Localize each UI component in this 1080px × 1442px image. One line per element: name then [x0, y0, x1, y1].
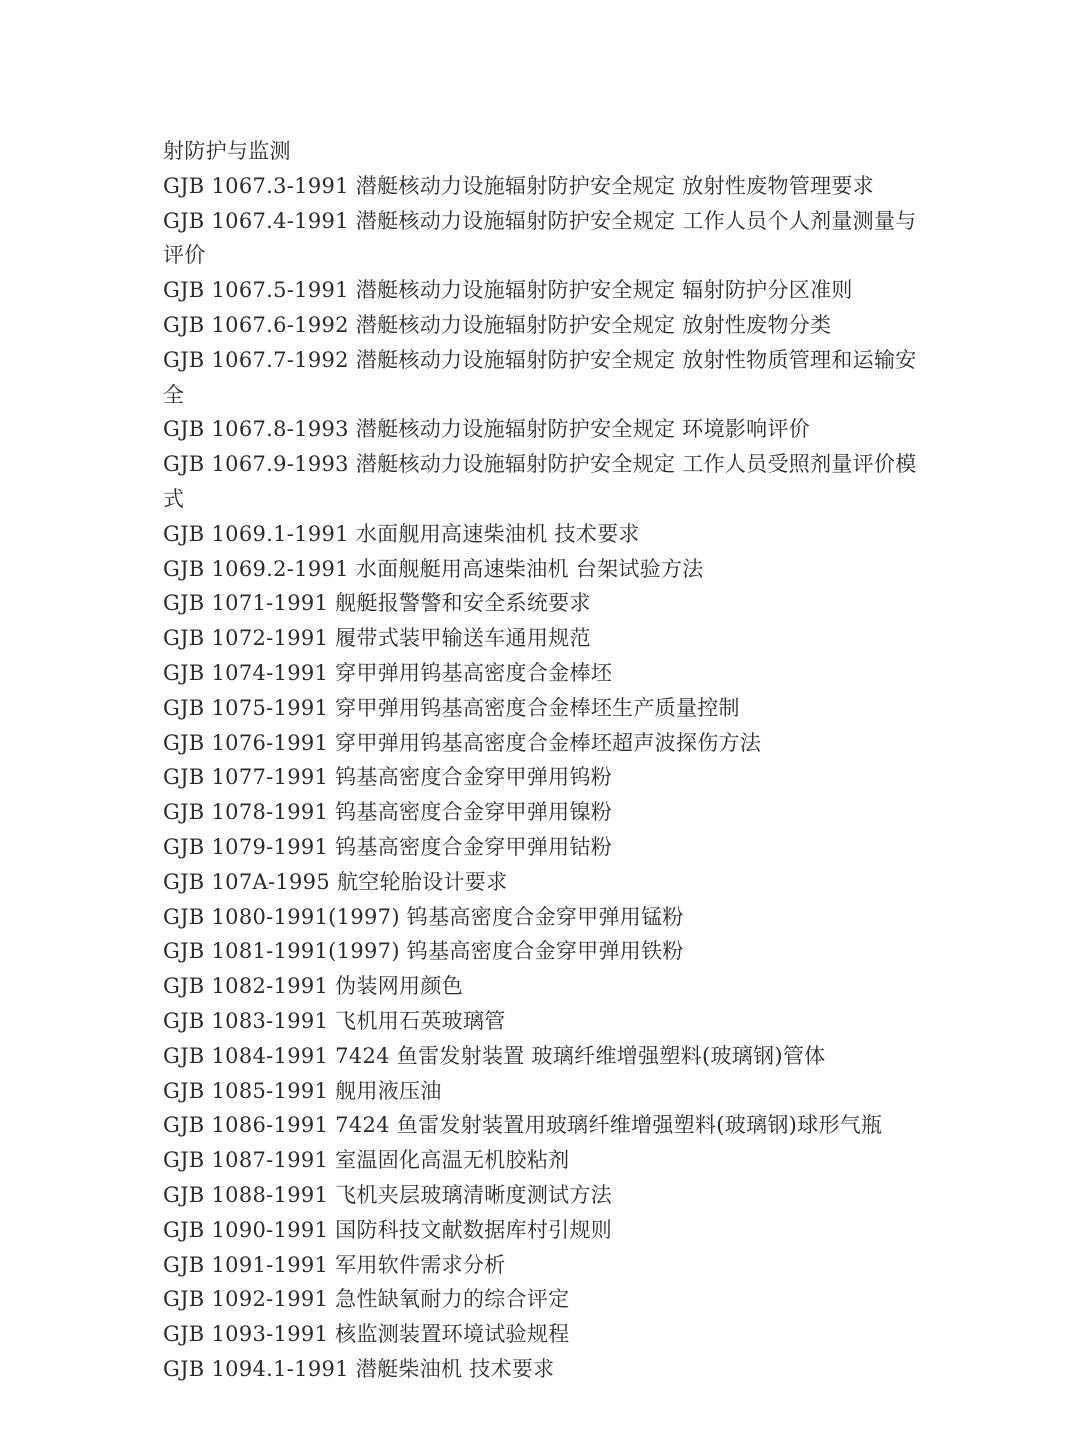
list-line: GJB 107A-1995 航空轮胎设计要求 [163, 869, 508, 894]
list-line: GJB 1094.1-1991 潜艇柴油机 技术要求 [163, 1356, 555, 1381]
list-line: GJB 1067.9-1993 潜艇核动力设施辐射防护安全规定 工作人员受照剂量评价模 [163, 452, 917, 477]
list-line: GJB 1087-1991 室温固化高温无机胶粘剂 [163, 1148, 570, 1173]
list-line: GJB 1079-1991 钨基高密度合金穿甲弹用钴粉 [163, 834, 613, 859]
list-line: GJB 1071-1991 舰艇报警警和安全系统要求 [163, 591, 591, 616]
list-line: GJB 1074-1991 穿甲弹用钨基高密度合金棒坯 [163, 660, 613, 685]
list-line: GJB 1092-1991 急性缺氧耐力的综合评定 [163, 1287, 570, 1312]
list-line: GJB 1091-1991 军用软件需求分析 [163, 1252, 506, 1277]
list-line: GJB 1075-1991 穿甲弹用钨基高密度合金棒坯生产质量控制 [163, 695, 740, 720]
list-line: GJB 1081-1991(1997) 钨基高密度合金穿甲弹用铁粉 [163, 939, 684, 964]
list-line: GJB 1078-1991 钨基高密度合金穿甲弹用镍粉 [163, 800, 613, 825]
list-line: GJB 1067.8-1993 潜艇核动力设施辐射防护安全规定 环境影响评价 [163, 417, 811, 442]
list-line: GJB 1076-1991 穿甲弹用钨基高密度合金棒坯超声波探伤方法 [163, 730, 762, 755]
list-line: GJB 1067.4-1991 潜艇核动力设施辐射防护安全规定 工作人员个人剂量测量与 [163, 208, 917, 233]
list-line: GJB 1069.2-1991 水面舰艇用高速柴油机 台架试验方法 [163, 556, 704, 581]
list-line: GJB 1072-1991 履带式装甲输送车通用规范 [163, 626, 591, 651]
list-line: GJB 1069.1-1991 水面舰用高速柴油机 技术要求 [163, 521, 640, 546]
list-line: GJB 1085-1991 舰用液压油 [163, 1078, 442, 1103]
list-line: 评价 [163, 243, 206, 268]
list-line: GJB 1067.7-1992 潜艇核动力设施辐射防护安全规定 放射性物质管理和运输安 [163, 347, 917, 372]
list-line: GJB 1088-1991 飞机夹层玻璃清晰度测试方法 [163, 1182, 613, 1207]
list-line: GJB 1080-1991(1997) 钨基高密度合金穿甲弹用锰粉 [163, 904, 684, 929]
list-line: 射防护与监测 [163, 139, 291, 163]
standards-list [163, 134, 923, 1387]
list-line: GJB 1077-1991 钨基高密度合金穿甲弹用钨粉 [163, 765, 613, 790]
list-line: 式 [163, 486, 185, 511]
list-line: GJB 1067.6-1992 潜艇核动力设施辐射防护安全规定 放射性废物分类 [163, 312, 832, 337]
list-line: 全 [163, 382, 185, 407]
list-line: GJB 1093-1991 核监测装置环境试验规程 [163, 1322, 570, 1347]
list-line: GJB 1083-1991 飞机用石英玻璃管 [163, 1008, 506, 1033]
list-line: GJB 1082-1991 伪装网用颜色 [163, 974, 463, 999]
list-line: GJB 1086-1991 7424 鱼雷发射装置用玻璃纤维增强塑料(玻璃钢)球形气瓶 [163, 1113, 883, 1138]
list-line: GJB 1067.3-1991 潜艇核动力设施辐射防护安全规定 放射性废物管理要求 [163, 173, 874, 198]
list-line: GJB 1067.5-1991 潜艇核动力设施辐射防护安全规定 辐射防护分区准则 [163, 278, 853, 303]
list-line: GJB 1084-1991 7424 鱼雷发射装置 玻璃纤维增强塑料(玻璃钢)管体 [163, 1043, 826, 1068]
list-line: GJB 1090-1991 国防科技文献数据库村引规则 [163, 1217, 613, 1242]
